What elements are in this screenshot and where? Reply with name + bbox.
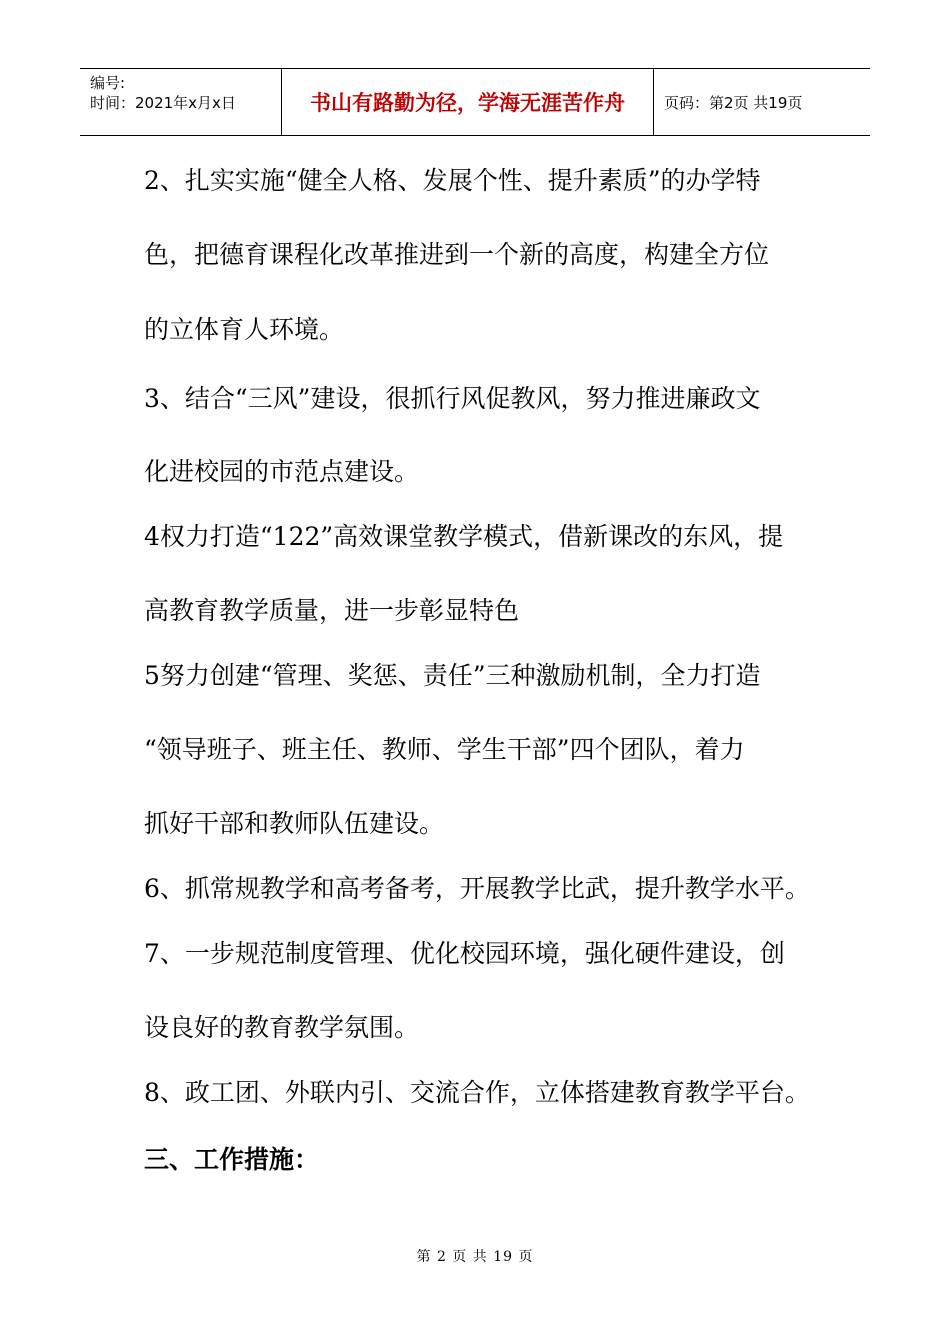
body-line-4: 3、结合“三风”建设，很抓行风促教风，努力推进廉政文 bbox=[144, 384, 761, 413]
section-heading: 三、工作措施： bbox=[144, 1145, 320, 1174]
body-line-8: 5努力创建“管理、奖惩、责任”三种激励机制，全力打造 bbox=[144, 661, 761, 690]
body-line-11: 6、抓常规教学和高考备考，开展教学比武，提升教学水平。 bbox=[144, 874, 810, 903]
body-line-3: 的立体育人环境。 bbox=[144, 315, 345, 344]
page-header bbox=[80, 68, 870, 136]
header-page-info: 页码：第2页 共19页 bbox=[664, 93, 803, 112]
body-line-14: 8、政工团、外联内引、交流合作，立体搭建教育教学平台。 bbox=[144, 1078, 810, 1107]
body-line-6: 4权力打造“122”高效课堂教学模式，借新课改的东风，提 bbox=[144, 522, 784, 551]
body-line-5: 化进校园的市范点建设。 bbox=[144, 457, 420, 486]
body-line-2: 色，把德育课程化改革推进到一个新的高度，构建全方位 bbox=[144, 240, 770, 269]
body-line-10: 抓好干部和教师队伍建设。 bbox=[144, 809, 445, 838]
body-line-9: “领导班子、班主任、教师、学生干部”四个团队，着力 bbox=[144, 735, 745, 764]
body-line-12: 7、一步规范制度管理、优化校园环境，强化硬件建设，创 bbox=[144, 939, 785, 968]
header-meta-cell bbox=[80, 69, 282, 135]
time-label: 时间：2021年x月x日 bbox=[90, 94, 236, 112]
body-line-13: 设良好的教育教学氛围。 bbox=[144, 1013, 420, 1042]
header-motto: 书山有路勤为径，学海无涯苦作舟 bbox=[282, 69, 654, 135]
page-footer: 第 2 页 共 19 页 bbox=[416, 1249, 534, 1265]
body-line-7: 高教育教学质量，进一步彰显特色 bbox=[144, 596, 520, 625]
code-label: 编号: bbox=[90, 74, 126, 92]
body-line-1: 2、扎实实施“健全人格、发展个性、提升素质”的办学特 bbox=[144, 166, 761, 195]
